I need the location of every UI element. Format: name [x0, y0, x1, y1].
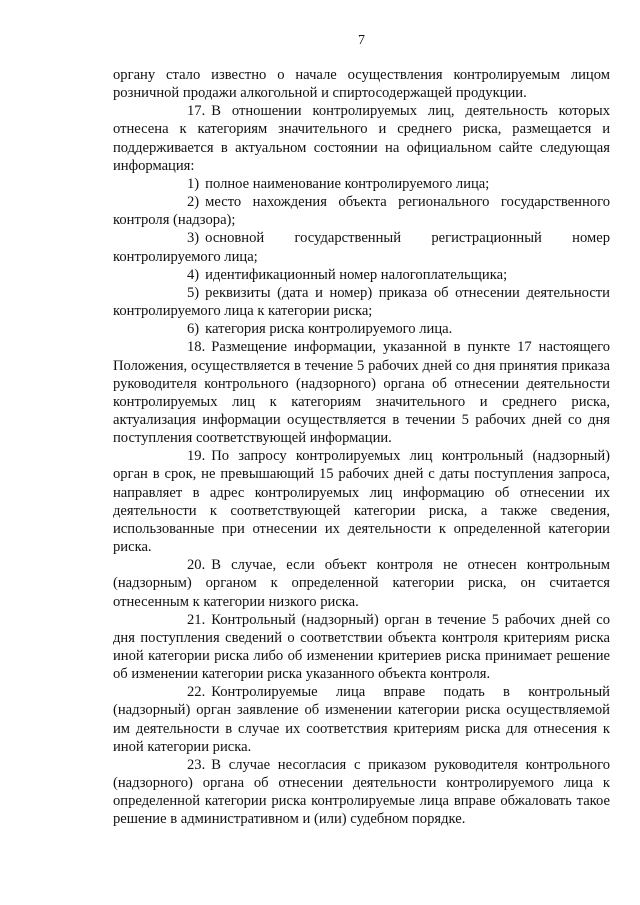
paragraph-text: Размещение информации, указанной в пункте 17 настоящего Положения, осуществляется в течение 5 рабочих дней со дня принятия приказа руководителя контрольного (надзорного) органа об отнесении деятельности контролируемых лиц к категориям значительного и среднего риска, актуализация информации осуществляется в течении 5 рабочих дней со дня поступления соответствующей информации.: [113, 339, 610, 447]
paragraph-text: основной государственный регистрационный номер контролируемого лица;: [113, 230, 610, 265]
paragraph: [113, 229, 610, 265]
paragraph-text: В случае, если объект контроля не отнесен контрольным (надзорным) органом к определенной категории риска, он считается отнесенным к категории низкого риска.: [113, 557, 610, 610]
paragraph-text: органу стало известно о начале осуществления контролируемым лицом розничной продажи алкогольной и спиртосодержащей продукции.: [113, 67, 610, 102]
paragraph-number: 22.: [187, 684, 206, 701]
paragraph: [113, 683, 610, 756]
paragraph: [113, 556, 610, 610]
paragraph-number: 17.: [187, 103, 206, 120]
paragraph-text: Контролируемые лица вправе подать в контрольный (надзорный) орган заявление об изменении категории риска осуществляемой им деятельности в случае их соответствия критериям риска для отнесения к иной категории риска.: [113, 684, 610, 755]
paragraph-number: 20.: [187, 557, 206, 574]
paragraph-number: 21.: [187, 611, 206, 628]
paragraph-number: 3): [187, 230, 200, 247]
paragraph: [113, 284, 610, 320]
paragraph: [113, 338, 610, 447]
paragraph: [113, 66, 610, 102]
paragraph-text: место нахождения объекта регионального государственного контроля (надзора);: [113, 194, 610, 229]
paragraph: [113, 266, 610, 284]
paragraph-text: реквизиты (дата и номер) приказа об отнесении деятельности контролируемого лица к категории риска;: [113, 284, 610, 320]
paragraph-number: 19.: [187, 448, 206, 465]
paragraph-text: По запросу контролируемых лиц контрольный (надзорный) орган в срок, не превышающий 15 рабочих дней с даты поступления запроса, направляет в адрес контролируемых лиц информацию об отнесении их деятельности к соответствующей категории риска, а также сведения, использованные при отнесении их деятельности к определенной категории риска.: [113, 448, 610, 556]
paragraph-number: 1): [187, 175, 200, 192]
paragraph-text: В отношении контролируемых лиц, деятельность которых отнесена к категориям значительного и среднего риска, размещается и поддерживается в актуальном состоянии на официальном сайте следующая информация:: [113, 103, 610, 174]
paragraph-number: 2): [187, 194, 200, 211]
document-body: [113, 66, 610, 829]
paragraph: [113, 611, 610, 684]
paragraph-text: идентификационный номер налогоплательщика;: [205, 266, 508, 283]
paragraph: [113, 175, 610, 193]
paragraph-text: В случае несогласия с приказом руководителя контрольного (надзорного) органа об отнесении деятельности контролируемого лица к определенной категории риска контролируемые лица вправе обжаловать такое решение в административном и (или) судебном порядке.: [113, 756, 610, 828]
paragraph-number: 23.: [187, 756, 206, 773]
paragraph: [113, 102, 610, 175]
paragraph-number: 5): [187, 284, 200, 301]
paragraph-text: полное наименование контролируемого лица;: [205, 175, 490, 192]
page-number: 7: [358, 33, 365, 48]
paragraph-number: 18.: [187, 339, 206, 356]
paragraph: [113, 447, 610, 556]
paragraph-text: категория риска контролируемого лица.: [205, 321, 453, 338]
paragraph-text: Контрольный (надзорный) орган в течение 5 рабочих дней со дня поступления сведений о соответствии объекта контроля критериям риска иной категории риска либо об изменении критериев риска принимает решение об изменении категории риска указанного объекта контроля.: [113, 611, 610, 683]
paragraph-number: 4): [187, 266, 200, 283]
paragraph: [113, 193, 610, 229]
paragraph: [113, 320, 610, 338]
paragraph-number: 6): [187, 321, 200, 338]
paragraph: [113, 756, 610, 829]
